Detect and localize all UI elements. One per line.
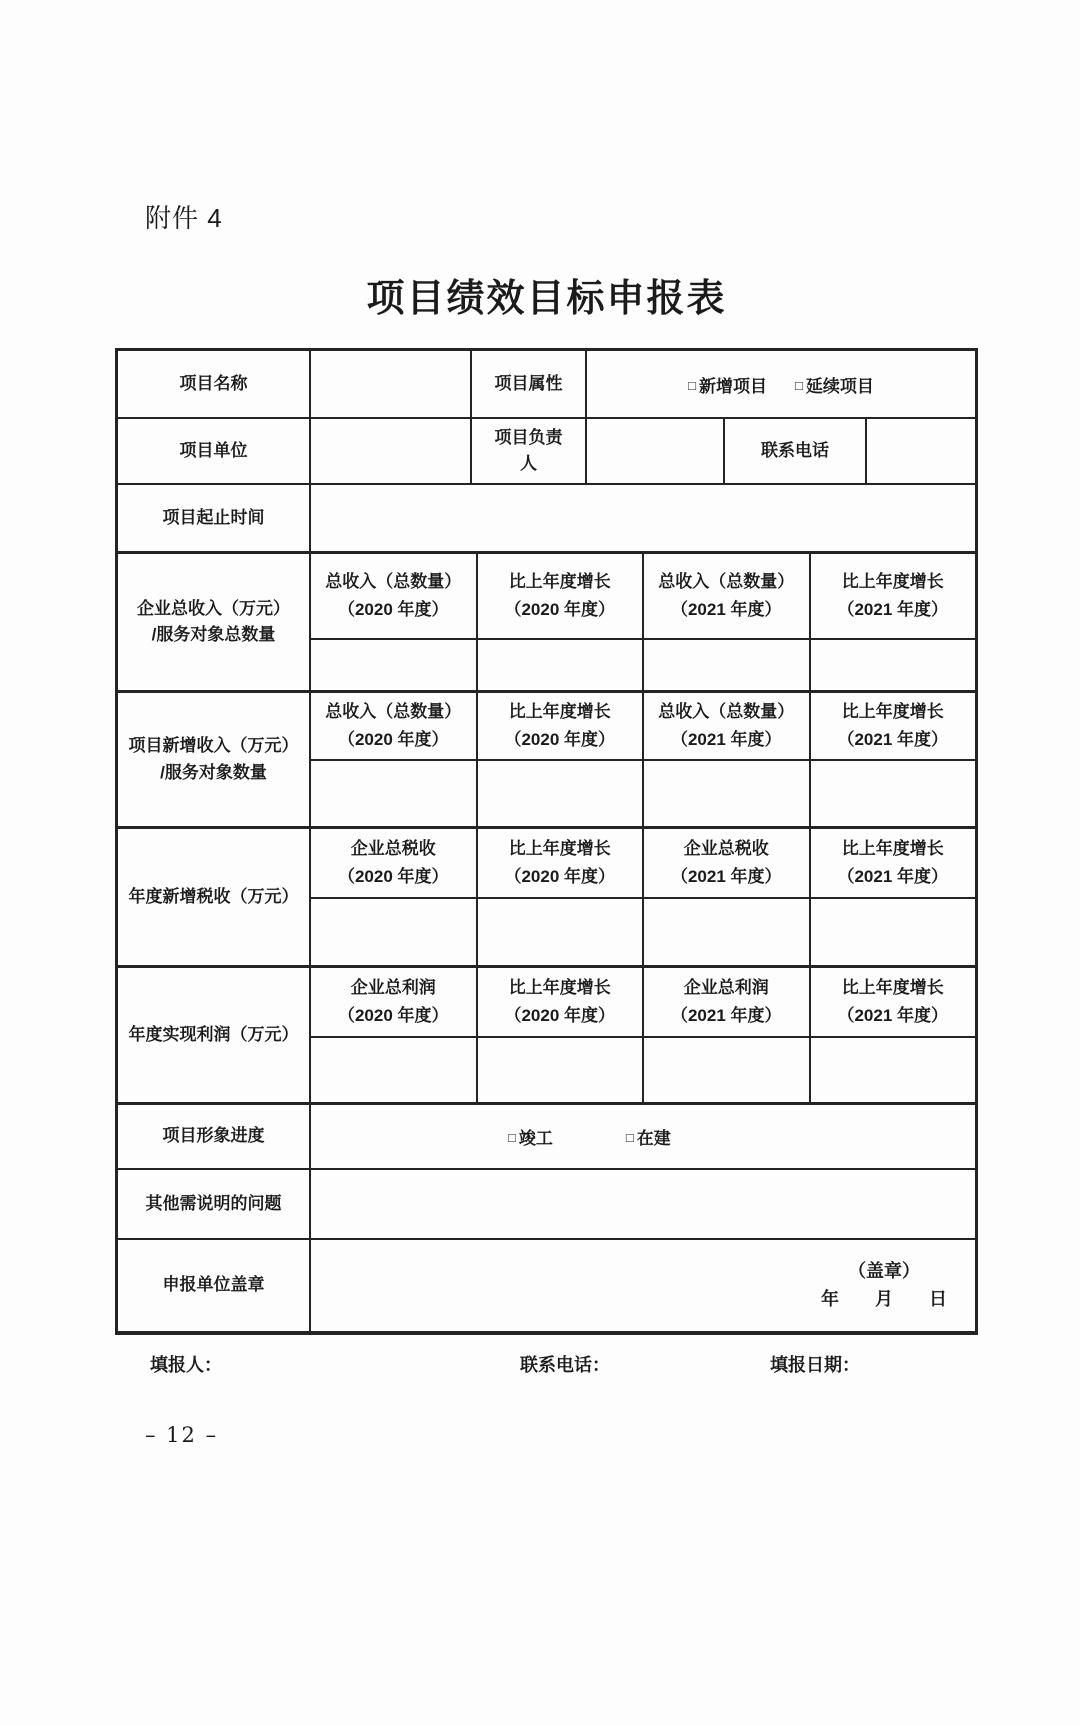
value-input[interactable] — [311, 1038, 476, 1102]
document-page — [0, 198, 1080, 1447]
column-header — [476, 968, 643, 1036]
value-input[interactable] — [809, 1038, 976, 1102]
unit-seal-label: 申报单位盖章 — [162, 1275, 265, 1295]
option-label: 在建 — [636, 1129, 671, 1148]
project-period-input[interactable] — [309, 485, 975, 551]
project-attr-options — [585, 351, 975, 417]
header-line1: 总收入（总数量） — [658, 701, 795, 721]
header-line2: （2020 年度） — [504, 1006, 616, 1025]
header-line1: 企业总利润 — [683, 977, 769, 997]
header-line2: （2021 年度） — [670, 1006, 782, 1025]
header-line2: （2021 年度） — [670, 730, 782, 749]
option-label: 延续项目 — [805, 376, 874, 396]
seal-date-line: 年 月 日 — [821, 1288, 947, 1309]
project-name-input[interactable] — [309, 351, 470, 417]
header-line1: 比上年度增长 — [841, 977, 944, 997]
section-headers — [311, 693, 975, 759]
project-attr-label: 项目属性 — [470, 351, 585, 417]
column-header — [476, 693, 643, 759]
column-header — [311, 554, 476, 638]
row-unit-seal — [118, 1238, 975, 1331]
value-input[interactable] — [809, 899, 976, 965]
option-label: 竣工 — [518, 1129, 553, 1148]
footer-date-label: 填报日期： — [770, 1355, 860, 1375]
column-header — [809, 554, 976, 638]
checkbox-icon: □ — [795, 377, 803, 393]
section-label-line1: 年度实现利润（万元） — [128, 1024, 299, 1044]
project-leader-label: 项目负责人 — [470, 419, 585, 483]
checkbox-option-under-construction[interactable] — [626, 1124, 671, 1149]
section-label — [118, 968, 309, 1102]
checkbox-icon: □ — [508, 1130, 516, 1145]
header-line1: 总收入（总数量） — [325, 571, 462, 591]
header-line1: 比上年度增长 — [508, 571, 611, 591]
header-line1: 比上年度增长 — [841, 838, 944, 858]
section-new-revenue — [118, 690, 975, 826]
header-line2: （2020 年度） — [337, 1006, 449, 1025]
section-new-tax — [118, 826, 975, 965]
project-period-label: 项目起止时间 — [162, 507, 265, 527]
value-input[interactable] — [476, 761, 643, 826]
value-input[interactable] — [809, 761, 976, 826]
header-line1: 比上年度增长 — [508, 701, 611, 721]
header-line2: （2021 年度） — [837, 600, 949, 619]
page-number: – 12 – — [145, 1423, 219, 1447]
row-project-unit — [118, 417, 975, 483]
value-input[interactable] — [642, 1038, 809, 1102]
section-label — [118, 829, 309, 965]
section-grid — [309, 829, 975, 965]
contact-phone-label: 联系电话 — [723, 419, 865, 483]
value-input[interactable] — [476, 899, 643, 965]
section-grid — [309, 554, 975, 690]
section-label-line2: /服务对象数量 — [160, 762, 267, 782]
value-input[interactable] — [809, 640, 976, 690]
value-input[interactable] — [476, 1038, 643, 1102]
column-header — [476, 829, 643, 897]
contact-phone-input[interactable] — [865, 419, 975, 483]
form-footer — [115, 1351, 978, 1379]
section-label-line1: 企业总收入（万元） — [137, 598, 290, 618]
row-project-progress — [118, 1102, 975, 1168]
project-unit-input[interactable] — [309, 419, 470, 483]
column-header — [642, 829, 809, 897]
value-input[interactable] — [311, 640, 476, 690]
seal-note: （盖章） — [848, 1260, 920, 1281]
header-line2: （2021 年度） — [837, 730, 949, 749]
header-line1: 企业总利润 — [350, 977, 436, 997]
header-line2: （2020 年度） — [504, 730, 616, 749]
project-progress-label: 项目形象进度 — [162, 1126, 265, 1146]
section-values — [311, 897, 975, 965]
checkbox-option-completed[interactable] — [508, 1124, 553, 1149]
option-label: 新增项目 — [699, 376, 767, 396]
section-headers — [311, 968, 975, 1036]
header-line1: 比上年度增长 — [841, 701, 944, 721]
column-header — [809, 968, 976, 1036]
section-label — [118, 693, 309, 826]
section-values — [311, 1036, 975, 1102]
header-line1: 比上年度增长 — [508, 838, 611, 858]
column-header — [311, 829, 476, 897]
column-header — [311, 968, 476, 1036]
header-line1: 比上年度增长 — [841, 571, 944, 591]
checkbox-option-continued-project[interactable] — [795, 372, 874, 397]
column-header — [642, 554, 809, 638]
value-input[interactable] — [642, 640, 809, 690]
header-line2: （2020 年度） — [337, 600, 449, 619]
value-input[interactable] — [311, 761, 476, 826]
header-line1: 总收入（总数量） — [658, 571, 795, 591]
unit-seal-area[interactable] — [309, 1240, 975, 1331]
checkbox-icon: □ — [688, 377, 696, 393]
footer-phone-label: 联系电话： — [520, 1355, 610, 1375]
header-line2: （2020 年度） — [504, 600, 616, 619]
filler-label: 填报人： — [150, 1355, 222, 1375]
section-values — [311, 759, 975, 826]
header-line2: （2020 年度） — [504, 867, 616, 886]
header-line1: 企业总税收 — [683, 838, 769, 858]
performance-target-table — [115, 348, 978, 1335]
column-header — [809, 693, 976, 759]
other-issues-input[interactable] — [309, 1170, 975, 1238]
header-line2: （2020 年度） — [337, 730, 449, 749]
value-input[interactable] — [642, 899, 809, 965]
row-project-name — [118, 351, 975, 417]
section-profit — [118, 965, 975, 1102]
header-line1: 总收入（总数量） — [325, 701, 462, 721]
header-line1: 企业总税收 — [350, 838, 436, 858]
value-input[interactable] — [642, 761, 809, 826]
column-header — [642, 693, 809, 759]
value-input[interactable] — [476, 640, 643, 690]
row-project-period — [118, 483, 975, 551]
section-label — [118, 554, 309, 690]
row-other-issues — [118, 1168, 975, 1238]
section-headers — [311, 554, 975, 638]
section-label-line2: /服务对象总数量 — [151, 625, 276, 644]
section-values — [311, 638, 975, 690]
header-line2: （2021 年度） — [670, 600, 782, 619]
project-progress-options — [309, 1105, 975, 1168]
column-header — [809, 829, 976, 897]
project-leader-input[interactable] — [585, 419, 723, 483]
section-grid — [309, 968, 975, 1102]
header-line2: （2021 年度） — [670, 867, 782, 886]
header-line2: （2021 年度） — [837, 1006, 949, 1025]
section-total-revenue — [118, 551, 975, 690]
column-header — [476, 554, 643, 638]
project-unit-label: 项目单位 — [179, 440, 248, 460]
header-line1: 比上年度增长 — [508, 977, 611, 997]
section-headers — [311, 829, 975, 897]
other-issues-label: 其他需说明的问题 — [145, 1193, 282, 1213]
column-header — [642, 968, 809, 1036]
header-line2: （2020 年度） — [337, 867, 449, 886]
project-name-label: 项目名称 — [179, 373, 248, 393]
section-label-line1: 年度新增税收（万元） — [128, 886, 299, 906]
value-input[interactable] — [311, 899, 476, 965]
seal-note-block — [821, 1258, 975, 1314]
section-label-line1: 项目新增收入（万元） — [128, 736, 299, 756]
page-title: 项目绩效目标申报表 — [366, 278, 727, 320]
attachment-label: 附件 4 — [145, 203, 223, 233]
column-header — [311, 693, 476, 759]
checkbox-icon: □ — [625, 1130, 634, 1145]
header-line2: （2021 年度） — [837, 867, 949, 886]
checkbox-option-new-project[interactable] — [688, 372, 767, 397]
section-grid — [309, 693, 975, 826]
